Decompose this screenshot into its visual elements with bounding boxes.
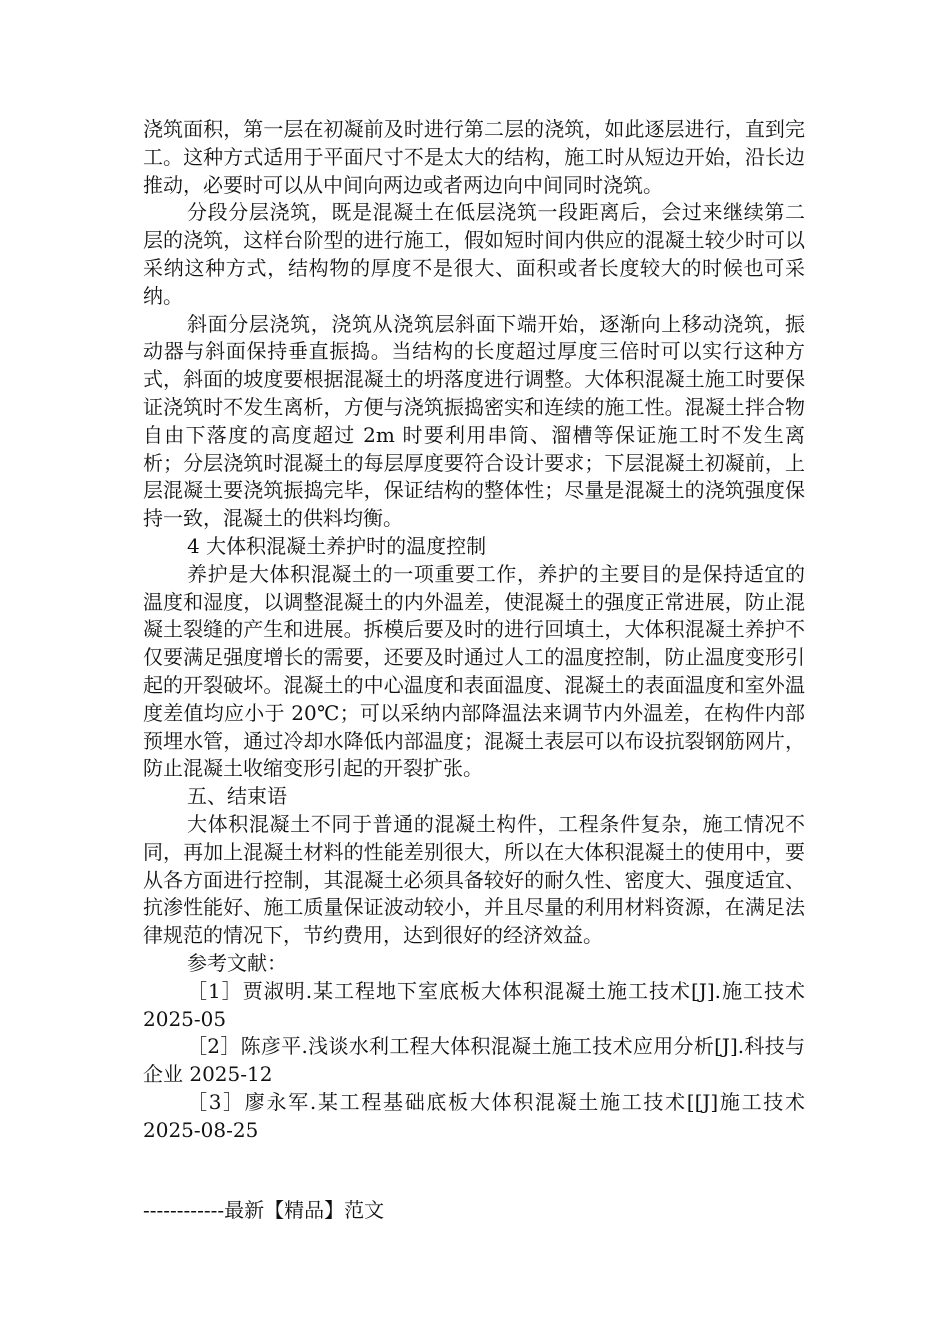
section-heading-temperature-control: 4 大体积混凝土养护时的温度控制 [187,533,487,558]
section-heading-conclusion: 五、结束语 [187,784,287,809]
paragraph-curing: 养护是大体积混凝土的一项重要工作，养护的主要目的是保持适宜的温度和湿度，以调整混凝土的内外温差，使混凝土的强度正常进展，防止混凝土裂缝的产生和进展。拆模后要及时的进行回填土，大体积混凝土养护不仅要满足强度增长的需要，还要及时通过人工的温度控制，防止温度变形引起的开裂破坏。混凝土的中心温度和表面温度、混凝土的表面温度和室外温度差值均应小于 20℃；可以采纳内部降温法来调节内外温差，在构件内部预埋水管，通过冷却水降低内部温度；混凝土表层可以布设抗裂钢筋网片，防止混凝土收缩变形引起的开裂扩张。 [143,561,805,781]
reference-item-1: ［1］贾淑明.某工程地下室底板大体积混凝土施工技术[J].施工技术 2025-05 [143,978,805,1031]
paragraph-inclined-layer-pouring: 斜面分层浇筑，浇筑从浇筑层斜面下端开始，逐渐向上移动浇筑，振动器与斜面保持垂直振捣。当结构的长度超过厚度三倍时可以实行这种方式，斜面的坡度要根据混凝土的坍落度进行调整。大体积混凝土施工时要保证浇筑时不发生离析，方便与浇筑振捣密实和连续的施工性。混凝土拌合物自由下落度的高度超过 2m 时要利用串筒、溜槽等保证施工时不发生离析；分层浇筑时混凝土的每层厚度要符合设计要求；下层混凝土初凝前，上层混凝土要浇筑振捣完毕，保证结构的整体性；尽量是混凝土的浇筑强度保持一致，混凝土的供料均衡。 [143,311,805,531]
reference-item-2: ［2］陈彦平.浅谈水利工程大体积混凝土施工技术应用分析[J].科技与企业 2025-12 [143,1034,805,1087]
reference-item-3: ［3］廖永军.某工程基础底板大体积混凝土施工技术[[J]施工技术 2025-08-25 [143,1089,805,1142]
paragraph-segmented-layer-pouring: 分段分层浇筑，既是混凝土在低层浇筑一段距离后，会过来继续第二层的浇筑，这样台阶型的进行施工，假如短时间内供应的混凝土较少时可以采纳这种方式，结构物的厚度不是很大、面积或者长度较大的时候也可采纳。 [143,200,805,308]
page-footer: ------------最新【精品】范文 [143,1198,385,1222]
document-body [143,116,805,1144]
paragraph-layer-pouring-continued: 浇筑面积，第一层在初凝前及时进行第二层的浇筑，如此逐层进行，直到完工。这种方式适用于平面尺寸不是太大的结构，施工时从短边开始，沿长边推动，必要时可以从中间向两边或者两边向中间同时浇筑。 [143,117,805,197]
references-heading: 参考文献： [187,950,287,975]
paragraph-conclusion: 大体积混凝土不同于普通的混凝土构件，工程条件复杂，施工情况不同，再加上混凝土材料的性能差别很大，所以在大体积混凝土的使用中，要从各方面进行控制，其混凝土必须具备较好的耐久性、密度大、强度适宜、抗渗性能好、施工质量保证波动较小，并且尽量的利用材料资源，在满足法律规范的情况下，节约费用，达到很好的经济效益。 [143,811,805,948]
